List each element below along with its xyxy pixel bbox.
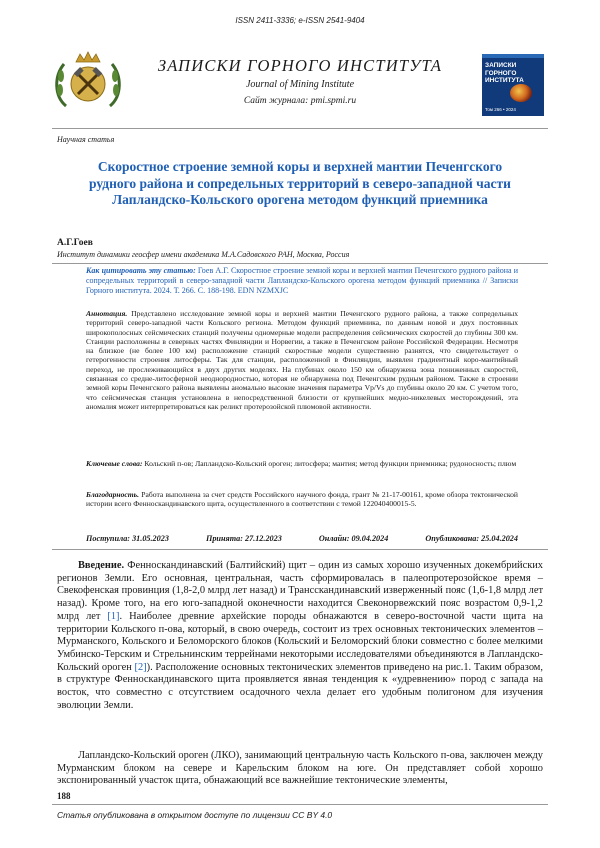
body-paragraph-1 (57, 560, 543, 712)
intro-label: Введение. (78, 560, 125, 571)
keywords-label: Ключевые слова: (86, 459, 143, 468)
date-label: Онлайн: (318, 534, 350, 543)
header-divider (52, 128, 548, 129)
date-online (319, 534, 388, 543)
cover-volume: Том 266 • 2024 (485, 107, 516, 112)
keywords-text: Кольский п-ов; Лапландско-Кольский ороген; литосфера; мантия; метод функции приемника; рудоносность; плюм (142, 459, 517, 468)
author-affiliation: Институт динамики геосфер имени академика М.А.Садовского РАН, Москва, Россия (57, 250, 350, 259)
body-text: Фенноскандинавский (Балтийский) щит – один из самых хорошо изученных докембрийских регионов Земли. Его основная, центральная, часть сформировалась в палеопротерозойское время – Свекофенская провинция (1,8-2,0 млрд лет назад) и Трансскандинавский изверженный пояс (1,6-1,8 млрд лет назад). Кроме того, на его юго-западной оконечности находится Свеконорвежский пояс возрастом 0,9-1,2 млрд лет (57, 560, 543, 622)
crown-icon (76, 52, 100, 62)
journal-subtitle: Journal of Mining Institute (245, 79, 355, 90)
cover-title (485, 62, 524, 85)
date-value: 09.04.2024 (351, 534, 389, 543)
body-paragraph-2: Лапландско-Кольский ороген (ЛКО), занимающий центральную часть Кольского п-ова, заключен между Мурманским блоком на севере и Карельским блоком на юге. Он представляет собой хорошо экспонированный участок щита, обнажающий все важнейшие тектонические элементы, (57, 750, 543, 787)
author-name: А.Г.Гоев (57, 238, 93, 248)
date-value: 31.05.2023 (132, 534, 169, 543)
crossed-hammers-icon (71, 67, 105, 101)
citation-text[interactable]: Гоев А.Г. Скоростное строение земной коры и верхней мантии Печенгского рудного района и сопредельных территорий в северо-западной части Лапландско-Кольского орогена методом функций приемника // Записки Горного института. 2024. Т. 266. С. 188-198. EDN NZMXJC (86, 266, 518, 295)
article-title: Скоростное строение земной коры и верхней мантии Печенгского рудного района и сопредельных территорий в северо-западной части Лапландско-Кольского орогена методом функций приемника (89, 159, 511, 207)
body-text: . Наиболее древние архейские породы обнажаются в северо-восточной части щита на территории Кольского п-ова, который, в свою очередь, состоит из трех основных тектонических элементов – Мурманского, Кольского и Беломорского блоков (Кольский и Беломорский блоки совместно с более мелкими Умбинско-Терским и Стрельнинским террейнами некоторыми исследователями объединяются в Лапландско-Кольский ороген (57, 610, 543, 673)
date-received (86, 534, 169, 543)
issn-line: ISSN 2411-3336; e-ISSN 2541-9404 (235, 16, 365, 25)
date-label: Опубликована: (425, 534, 480, 543)
keywords-block (86, 459, 518, 468)
dates-divider (52, 549, 548, 550)
mining-institute-emblem (52, 50, 124, 112)
page-number: 188 (57, 791, 71, 801)
footer-divider (52, 804, 548, 805)
cover-title-line: ЗАПИСКИ (485, 62, 517, 69)
cover-band (482, 54, 544, 58)
reference-link[interactable]: [2] (134, 661, 147, 673)
abstract-label: Аннотация. (86, 309, 128, 318)
acknowledgment-label: Благодарность. (86, 490, 140, 499)
date-accepted (206, 534, 282, 543)
date-value: 27.12.2023 (244, 534, 282, 543)
date-label: Принята: (205, 534, 243, 543)
cover-title-line: ИНСТИТУТА (485, 77, 524, 84)
journal-cover-thumbnail (482, 54, 544, 116)
body-text: ). Расположение основных тектонических элементов приведено на рис.1. Таким образом, в структуре Фенноскандинавского щита проявляется явная тенденция к «удревнению» пород с запада на восток, что совместно с отсутствием осадочного чехла делает его удобным полигоном для изучения эволюции Земли. (57, 661, 543, 711)
citation-divider (52, 263, 548, 264)
acknowledgment-text: Работа выполнена за счет средств Российского научного фонда, грант № 21-17-00161, кроме обзора тектонической истории всего Фенноскандинавского щита, осуществленного в соответствии с темой 122040400015-5. (86, 490, 518, 509)
acknowledgment-block (86, 490, 518, 509)
date-value: 25.04.2024 (481, 534, 518, 543)
date-published (425, 534, 518, 543)
reference-link[interactable]: [1] (107, 610, 120, 622)
journal-title: ЗАПИСКИ ГОРНОГО ИНСТИТУТА (157, 56, 443, 75)
citation-label: Как цитировать эту статью: (86, 266, 196, 275)
abstract-block (86, 309, 518, 411)
cover-image (510, 84, 532, 102)
cover-title-line: ГОРНОГО (485, 69, 517, 77)
license-note: Статья опубликована в открытом доступе по лицензии CC BY 4.0 (57, 810, 333, 820)
date-label: Поступила: (86, 534, 131, 543)
citation-block (86, 266, 518, 296)
article-type: Научная статья (57, 135, 115, 144)
journal-site[interactable]: Сайт журнала: pmi.spmi.ru (243, 96, 357, 106)
publication-dates (86, 534, 518, 543)
abstract-text: Представлено исследование земной коры и верхней мантии Печенгского рудного района, а также сопредельных территорий северо-западной части Кольского региона. Методом функций приемника, по данным новой и двух постоянных широкополосных сейсмических станций получены одномерные модели распределения сейсмических скоростей до глубины 300 км. Станции расположены в северных частях Финляндии и Норвегии, а также в Печенгском районе Российской Федерации. Несмотря на близкое (не более 100 км) расположение станций скоростные модели существенно разнятся, что свидетельствует о гетерогенности строения литосферы. Так для станции, расположенной в Финляндии, выявлен градиентный коро-мантийный переход, не прослеживающийся в двух других моделях. На глубинах около 150 км обнаружена зона пониженных скоростей, связанная со средне-литосферной неоднородностью, которая не обнаружена под Печенгским рудным районом. Также в строении земной коры Печенгского района выявлены аномально высокие значения параметра Vp/Vs до глубины около 20 км. С учетом того, что сейсмическая станция установлена в непосредственной близости от крупнейших медно-никелевых месторождений, эта аномалия может интерпретироваться как реликт протерозойской плюмовой активности. (86, 309, 518, 411)
